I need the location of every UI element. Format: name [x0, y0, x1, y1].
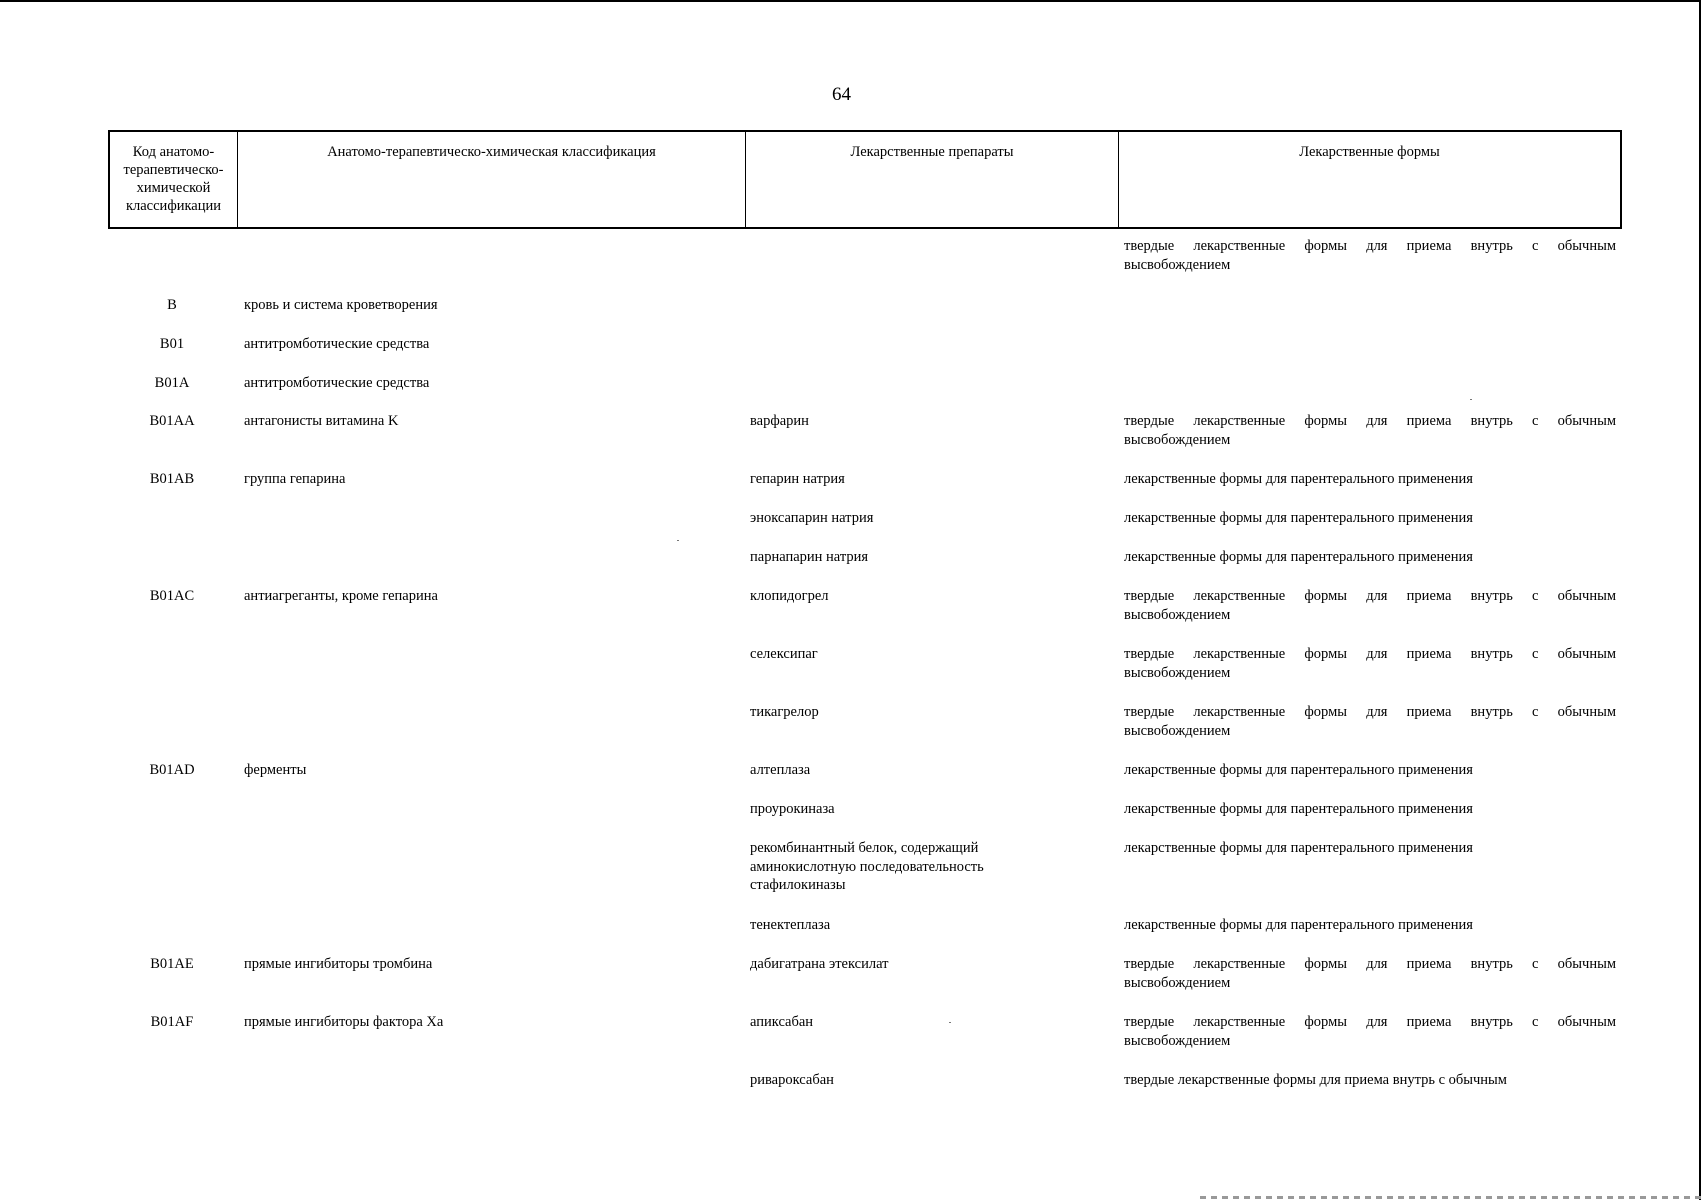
row-code: B01AC — [149, 588, 195, 604]
row-code: B01AF — [150, 1014, 194, 1030]
row-form: лекарственные формы для парентерального применения — [1124, 762, 1473, 778]
row-drug: тикагрелор — [750, 704, 819, 720]
row-classification: группа гепарина — [244, 471, 346, 487]
row-drug: тенектеплаза — [750, 917, 831, 933]
scan-speck — [949, 1022, 951, 1023]
row-classification: прямые ингибиторы фактора Xa — [244, 1014, 444, 1030]
row-form: твердые лекарственные формы для приема внутрь с обычным высвобождением — [1124, 588, 1616, 623]
row-classification: антитромботические средства — [244, 375, 430, 391]
header-forms: Лекарственные формы — [1299, 144, 1440, 160]
row-drug: клопидогрел — [750, 588, 829, 604]
scan-speck — [677, 540, 679, 541]
row-form: твердые лекарственные формы для приема внутрь с обычным высвобождением — [1124, 1014, 1616, 1049]
header-drugs: Лекарственные препараты — [746, 132, 1119, 227]
row-form: твердые лекарственные формы для приема внутрь с обычным высвобождением — [1124, 956, 1616, 991]
scan-bottom-noise — [1200, 1196, 1701, 1199]
row-classification: ферменты — [244, 762, 307, 778]
row-form: лекарственные формы для парентерального применения — [1124, 549, 1473, 565]
row-classification: кровь и система кроветворения — [244, 297, 438, 313]
row-form: твердые лекарственные формы для приема внутрь с обычным высвобождением — [1124, 413, 1616, 448]
row-form: лекарственные формы для парентерального применения — [1124, 917, 1473, 933]
row-drug: гепарин натрия — [750, 471, 845, 487]
row-classification: антитромботические средства — [244, 336, 430, 352]
row-form: лекарственные формы для парентерального применения — [1124, 840, 1473, 856]
row-code: B01A — [154, 375, 190, 391]
row-form: твердые лекарственные формы для приема внутрь с обычным высвобождением — [1124, 238, 1616, 273]
row-drug: варфарин — [750, 413, 809, 429]
row-form: твердые лекарственные формы для приема внутрь с обычным — [1124, 1072, 1507, 1088]
scan-speck — [1470, 399, 1472, 400]
row-form: лекарственные формы для парентерального применения — [1124, 510, 1473, 526]
row-code: B01AB — [149, 471, 195, 487]
row-code: B — [167, 297, 177, 313]
row-drug: парнапарин натрия — [750, 549, 869, 565]
row-drug: эноксапарин натрия — [750, 510, 874, 526]
row-code: B01AD — [149, 762, 195, 778]
row-drug: алтеплаза — [750, 762, 811, 778]
page-number: 64 — [832, 84, 851, 105]
header-code: Код анатомо-терапевтическо-химической классификации — [110, 132, 238, 227]
header-classification: Анатомо-терапевтическо-химическая классификация — [238, 132, 746, 227]
row-code: B01AE — [150, 956, 194, 972]
row-code: B01AA — [149, 413, 195, 429]
row-drug: рекомбинантный белок, содержащий аминокислотную последовательность стафилокиназы — [750, 840, 984, 893]
row-form: твердые лекарственные формы для приема внутрь с обычным высвобождением — [1124, 704, 1616, 739]
row-classification: прямые ингибиторы тромбина — [244, 956, 433, 972]
row-form: лекарственные формы для парентерального применения — [1124, 471, 1473, 487]
row-drug: апиксабан — [750, 1014, 814, 1030]
row-form: лекарственные формы для парентерального применения — [1124, 801, 1473, 817]
row-drug: проурокиназа — [750, 801, 835, 817]
row-drug: ривароксабан — [750, 1072, 834, 1088]
row-form: твердые лекарственные формы для приема внутрь с обычным высвобождением — [1124, 646, 1616, 681]
row-classification: антагонисты витамина K — [244, 413, 399, 429]
row-classification: антиагреганты, кроме гепарина — [244, 588, 438, 604]
row-drug: дабигатрана этексилат — [750, 956, 889, 972]
row-drug: селексипаг — [750, 646, 818, 662]
row-code: B01 — [159, 336, 185, 352]
